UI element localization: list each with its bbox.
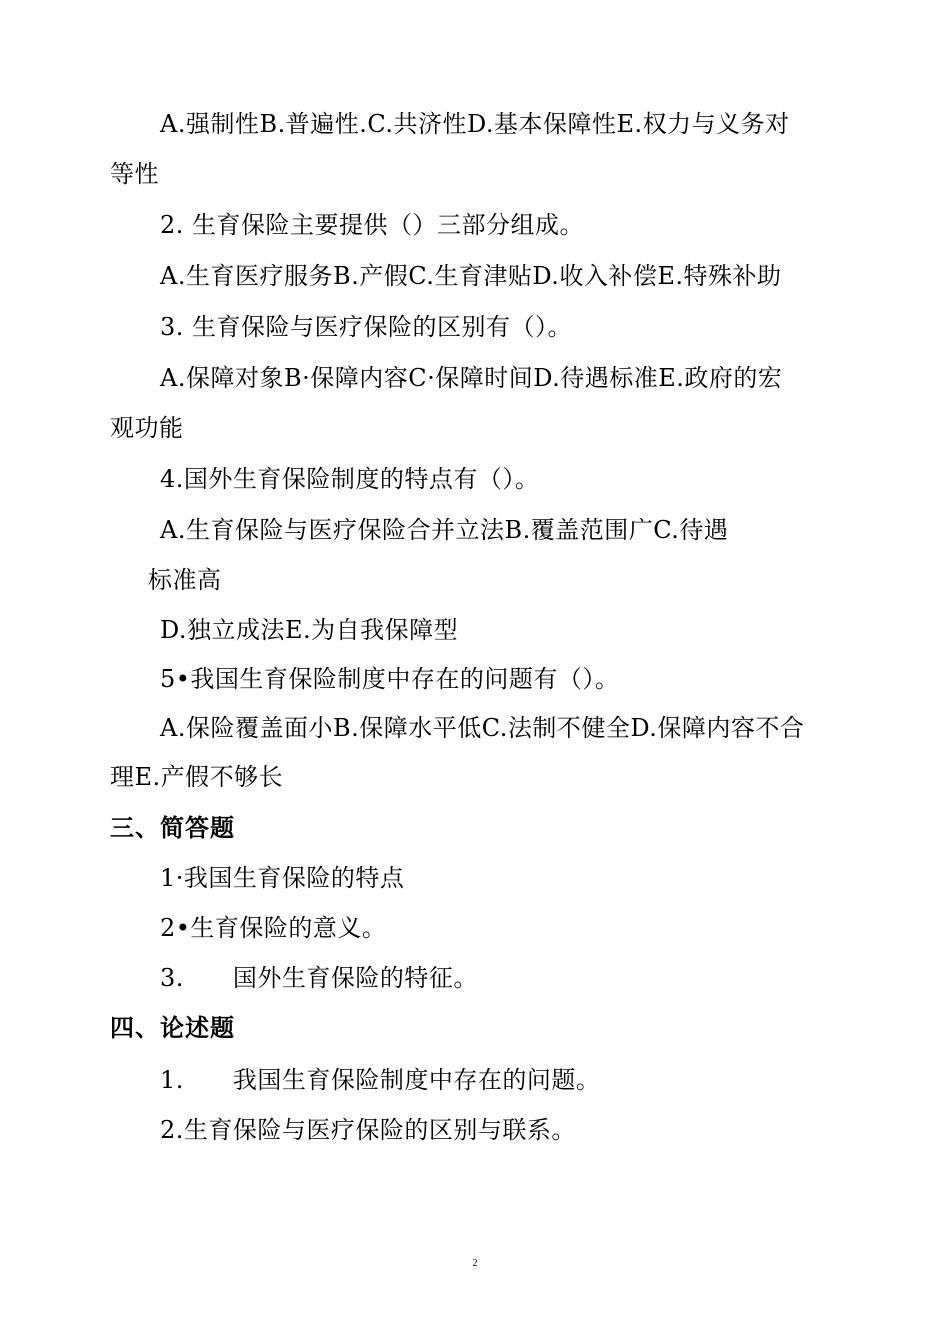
q2-question: 2. 生育保险主要提供（）三部分组成。 xyxy=(160,211,585,239)
q1-options-line2: 等性 xyxy=(110,160,159,188)
q3-options-line1: A.保障对象B·保障内容C·保障时间D.待遇标准E.政府的宏 xyxy=(160,364,783,392)
q2-options: A.生育医疗服务B.产假C.生育津贴D.收入补偿E.特殊补助 xyxy=(160,262,782,290)
q1-options-line1: A.强制性B.普遍性.C.共济性D.基本保障性E.权力与义务对 xyxy=(160,110,790,138)
short-answer-item-3: 3. 国外生育保险的特征。 xyxy=(160,964,478,992)
essay-item-2: 2.生育保险与医疗保险的区别与联系。 xyxy=(160,1116,576,1144)
page-number: 2 xyxy=(472,1258,478,1269)
q3-question: 3. 生育保险与医疗保险的区别有（）。 xyxy=(160,313,573,341)
q3-options-line2: 观功能 xyxy=(110,414,184,442)
q5-question: 5•我国生育保险制度中存在的问题有（）。 xyxy=(160,665,620,693)
q4-question: 4.国外生育保险制度的特点有（）。 xyxy=(160,465,540,493)
essay-item-1: 1. 我国生育保险制度中存在的问题。 xyxy=(160,1066,601,1094)
q5-options-line2: 理E.产假不够长 xyxy=(110,763,284,791)
short-answer-heading: 三、简答题 xyxy=(110,814,235,842)
q4-options-line2: 标准高 xyxy=(148,566,222,594)
short-answer-item-1: 1·我国生育保险的特点 xyxy=(160,864,405,892)
q5-options-line1: A.保险覆盖面小B.保障水平低C.法制不健全D.保障内容不合 xyxy=(160,714,805,742)
short-answer-item-2: 2•生育保险的意义。 xyxy=(160,914,387,942)
q4-options-line1: A.生育保险与医疗保险合并立法B.覆盖范围广C.待遇 xyxy=(160,516,729,544)
essay-heading: 四、论述题 xyxy=(110,1014,235,1042)
q4-options-line3: D.独立成法E.为自我保障型 xyxy=(160,616,459,644)
